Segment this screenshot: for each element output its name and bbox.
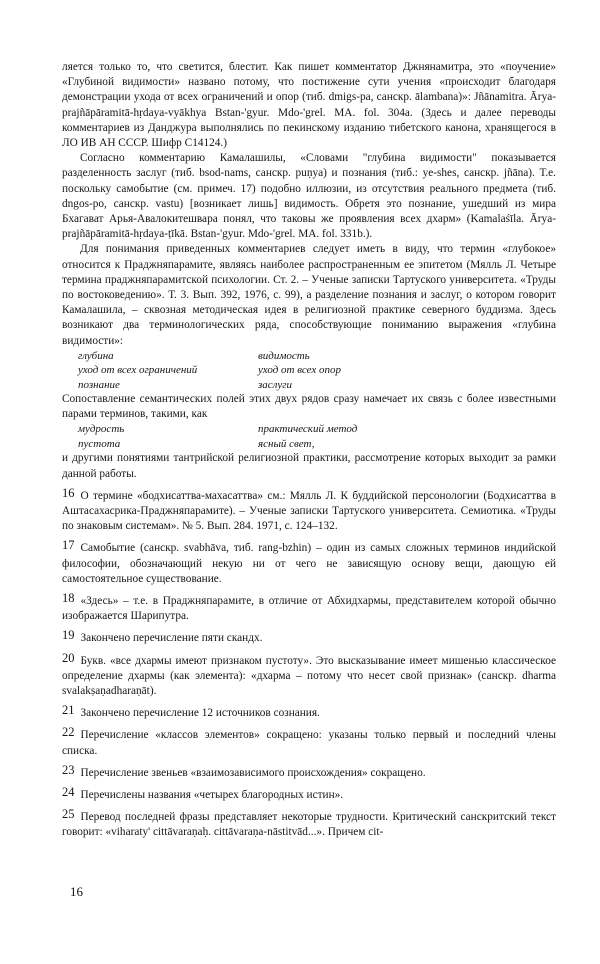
footnote [62,485,556,535]
footnote-text: Перечисление звеньев «взаимозависимого происхождения» сокращено. [80,766,426,779]
footnote [62,727,556,758]
footnote-number: 21 [62,703,75,718]
footnote-text: Перечислены названия «четырех благородных истин». [80,788,344,801]
term-right: видимость [258,349,310,362]
paragraph: ляется только то, что светится, блестит. Как пишет комментатор Джнянамитра, это «поучение» «Глубиной видимости» названо потому, что постижение сути учения «происходит благодаря демонстрации ухода от всех ограничений и опор (тиб. dmigs-pa, санскр. ālambana)»: Jñānamitra. Ārya-prajñāpāramitā-hṛdaya-vyākhya Bstan-'gyur. Mdo-'grel. MA. fol. 304a. (Здесь и далее переводы комментариев из Данджура выполнялись по пекинскому изданию тибетского канона, хранящегося в ЛО ИВ АН СССР. Шифр С14124.) [62,61,556,150]
paragraph: Для понимания приведенных комментариев следует иметь в виду, что термин «глубокое» относится к Праджняпарамите, являясь наиболее распространенным ее эпитетом (Мялль Л. Четыре термина праджняпарамитской психологии. Ст. 2. – Ученые записки Тартуского университета. «Труды по востоковедению». Т. 3. Вып. 392, 1976, с. 99), а разделение познания и заслуг, о котором говорит Камалашила, – сквозная методическая идея в религиозной практике северного буддизма. Здесь возникают два терминологических ряда, способствующие пониманию выражения «глубина видимости»: [62,243,556,347]
paragraph: и другими понятиями тантрийской религиозной практики, рассмотрение которых выходит за рамки данной работы. [62,452,556,480]
page-number: 16 [70,884,83,899]
footnote-text: Закончено перечисление пяти скандх. [80,632,263,645]
term-right: практический метод [258,423,358,436]
footnote-number: 20 [62,650,75,665]
footnote-number: 25 [62,807,75,822]
footnote-number: 17 [62,538,75,553]
footnote-text: «Здесь» – т.е. в Праджняпарамите, в отличие от Абхидхармы, представителем которой обычно изображается Шарипутра. [62,594,556,623]
term-left: глубина [78,349,114,362]
footnote-number: 22 [62,725,75,740]
footnote-text: О термине «бодхисаттва-махасаттва» см.: Мялль Л. К буддийской персонологии (Бодхисаттва в Аштасахасрика-Праджняпарамите). – Ученые записки Тартуского университета. Семиотика. «Труды по знаковым системам». № 5. Вып. 284. 1971, с. 124–132. [62,489,556,533]
footnote [62,590,556,624]
footnote-text: Закончено перечисление 12 источников сознания. [80,707,320,720]
footnote-number: 24 [62,784,75,799]
term-left: уход от всех ограничений [78,364,198,377]
footnote [62,630,556,646]
footnote [62,540,556,587]
footnote [62,809,556,840]
footnote-text: Букв. «все дхармы имеют признаком пустоту». Это высказывание имеет мишенью классическое определение дхармы (как элемента): «дхарма – потому что несет свой признак» (санскр. dharma svalakṣaṇadharaṇāt). [62,654,556,697]
document-body [62,60,556,841]
footnote-number: 18 [62,590,75,605]
footnote [62,705,556,721]
term-left: пустота [78,437,121,450]
term-pairs-table [62,349,556,392]
term-pairs-table [62,422,556,451]
term-right: заслуги [258,378,292,391]
term-right: ясный свет, [258,437,315,450]
footnote-text: Самобытие (санскр. svabhāva, тиб. rang-bzhin) – один из самых сложных терминов индийской философии, обозначающий некую ни от чего не зависящую основу вещи, дающую ей самостоятельное существование. [62,542,556,585]
footnote [62,650,556,700]
footnote-text: Перевод последней фразы представляет некоторые трудности. Критический санскритский текст говорит: «viharaty' cittāvaraṇaḥ. cittāvaraṇa-nāstitvād...». Причем cit- [62,811,556,839]
footnote [62,784,556,803]
footnote-number: 23 [62,762,75,777]
footnote [62,762,556,781]
term-right: уход от всех опор [258,364,341,377]
footnote-number: 16 [62,485,75,500]
footnote-text: Перечисление «классов элементов» сокращено: указаны только первый и последний члены списка. [62,729,556,757]
term-left: познание [78,378,120,391]
footnote-number: 19 [62,628,75,643]
paragraph: Согласно комментарию Камалашилы, «Словами "глубина видимости" показывается разделенность заслуг (тиб. bsod-nams, санскр. puṇya) и познания (тиб.: ye-shes, санскр. jñāna). Т.е. поскольку самобытие (см. примеч. 17) подобно иллюзии, из отсутствия реального предмета (тиб. dngos-po, санскр. vastu) [возникает лишь] видимость. Обретя это познание, ушедший из мира Бхагават Арья-Авалокитешвара понял, что таковы же проявления всех дхарм» (Kamalaśīla. Ārya-prajñāpāramitā-hṛdaya-ṭīkā. Bstan-'gyur. Mdo-'grel. MA. fol. 331b.). [62,152,556,241]
paragraph: Сопоставление семантических полей этих двух рядов сразу намечает их связь с более известными парами терминов, такими, как [62,393,556,421]
term-left: мудрость [78,423,125,436]
